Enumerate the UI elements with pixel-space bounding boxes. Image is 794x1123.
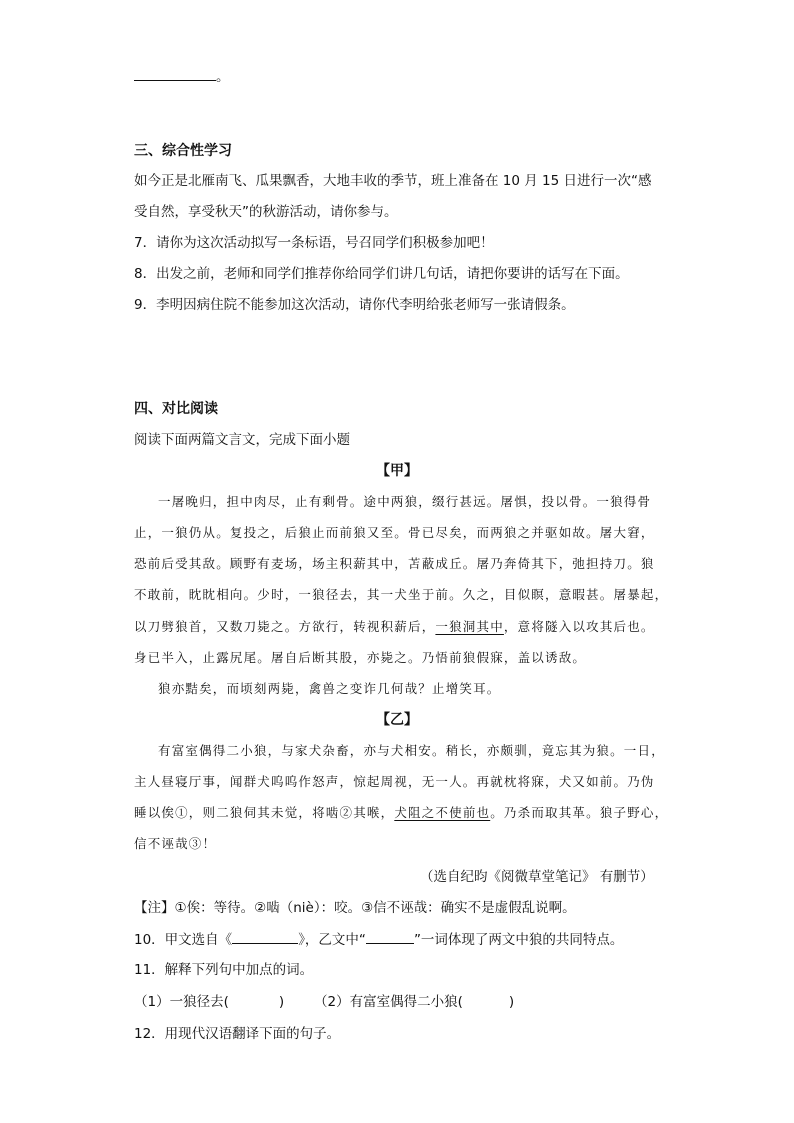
end-mark: 。 xyxy=(216,69,230,85)
jia-line-7: 狼亦黠矣，而顷刻两毙，禽兽之变诈几何哉？止增笑耳。 xyxy=(158,681,501,696)
yi-underlined-phrase: 犬阻之不使前也 xyxy=(394,805,491,820)
jia-line-1: 一屠晚归，担中肉尽，止有剩骨。途中两狼，缀行甚远。屠惧，投以骨。一狼得骨 xyxy=(158,494,652,509)
answer-line-top xyxy=(134,66,230,87)
section4-instruction: 阅读下面两篇文言文，完成下面小题 xyxy=(134,432,350,448)
question-11-item-1 xyxy=(134,992,284,1012)
jia-line-2: 止，一狼仍从。复投之，后狼止而前狼又至。骨已尽矣，而两狼之并驱如故。屠大窘， xyxy=(134,525,655,540)
question-12: 12．用现代汉语翻译下面的句子。 xyxy=(134,1026,341,1042)
yi-line-3-end: 。乃杀而取其革。狼子野心， xyxy=(490,805,669,820)
answer-blank[interactable] xyxy=(134,66,216,81)
jia-line-3: 恐前后受其敌。顾野有麦场，场主积薪其中，苫蔽成丘。屠乃奔倚其下，弛担持刀。狼 xyxy=(134,556,655,571)
passage-yi-title: 【乙】 xyxy=(376,712,418,728)
q10-part-3: ”一词体现了两文中狼的共同特点。 xyxy=(413,932,624,948)
question-9: 9．李明因病住院不能参加这次活动，请你代李明给张老师写一张请假条。 xyxy=(134,297,575,313)
question-11: 11．解释下列句中加点的词。 xyxy=(134,962,314,978)
passage-jia-title: 【甲】 xyxy=(376,463,418,479)
jia-underlined-phrase: 一狼洞其中 xyxy=(435,619,504,634)
annotation-note: 【注】①俟：等待。②啮（niè）：咬。③信不诬哉：确实不是虚假乱说啊。 xyxy=(134,900,576,916)
yi-line-1: 有富室偶得二小狼，与家犬杂畜，亦与犬相安。稍长，亦颇驯，竟忘其为狼。一日， xyxy=(158,743,665,758)
q11-2-num: （2 xyxy=(314,994,337,1010)
yi-line-3-start: 睡以俟①，则二狼伺其未觉，将啮②其喉， xyxy=(134,805,395,820)
source-citation: （选自纪昀《阅微草堂笔记》 有删节） xyxy=(420,869,654,885)
yi-line-4: 信不诬哉③！ xyxy=(134,836,217,851)
jia-line-5 xyxy=(134,617,655,637)
q10-part-1: 10．甲文选自《 xyxy=(134,932,233,948)
jia-line-6: 身已半入，止露尻尾。屠自后断其股，亦毙之。乃悟前狼假寐，盖以诱敌。 xyxy=(134,650,587,665)
section3-intro-line1: 如今正是北雁南飞、瓜果飘香，大地丰收的季节，班上准备在 10 月 15 日进行一次“感 xyxy=(134,173,652,189)
yi-line-3 xyxy=(134,803,668,823)
question-7: 7．请你为这次活动拟写一条标语，号召同学们积极参加吧！ xyxy=(134,235,494,251)
jia-line-5-start: 以刀劈狼首，又数刀毙之。方欲行，转视积薪后， xyxy=(134,619,436,634)
question-11-item-2 xyxy=(314,992,514,1012)
jia-line-4: 不敢前，眈眈相向。少时，一狼径去，其一犬坐于前。久之，目似瞑，意暇甚。屠暴起， xyxy=(134,587,669,602)
q10-blank-source[interactable] xyxy=(232,929,298,944)
q10-blank-word[interactable] xyxy=(366,929,414,944)
section4-heading: 四、对比阅读 xyxy=(134,401,218,417)
section3-heading: 三、综合性学习 xyxy=(134,143,232,159)
question-10 xyxy=(134,929,623,950)
q11-1-text: （1）一狼径去( xyxy=(134,994,229,1010)
q11-2-text: ）有富室偶得二小狼( xyxy=(336,994,463,1010)
yi-line-2: 主人昼寝厅事，闻群犬呜呜作怒声，惊起周视，无一人。再就枕将寐，犬又如前。乃伪 xyxy=(134,774,655,789)
q10-part-2: 》，乙文中“ xyxy=(298,932,366,948)
jia-line-5-end: ，意将隧入以攻其后也。 xyxy=(503,619,655,634)
q11-2-close: ) xyxy=(508,994,515,1010)
q11-1-close: ) xyxy=(278,994,285,1010)
question-8: 8．出发之前，老师和同学们推荐你给同学们讲几句话，请把你要讲的话写在下面。 xyxy=(134,266,629,282)
section3-intro-line2: 受自然，享受秋天”的秋游活动，请你参与。 xyxy=(134,204,398,220)
